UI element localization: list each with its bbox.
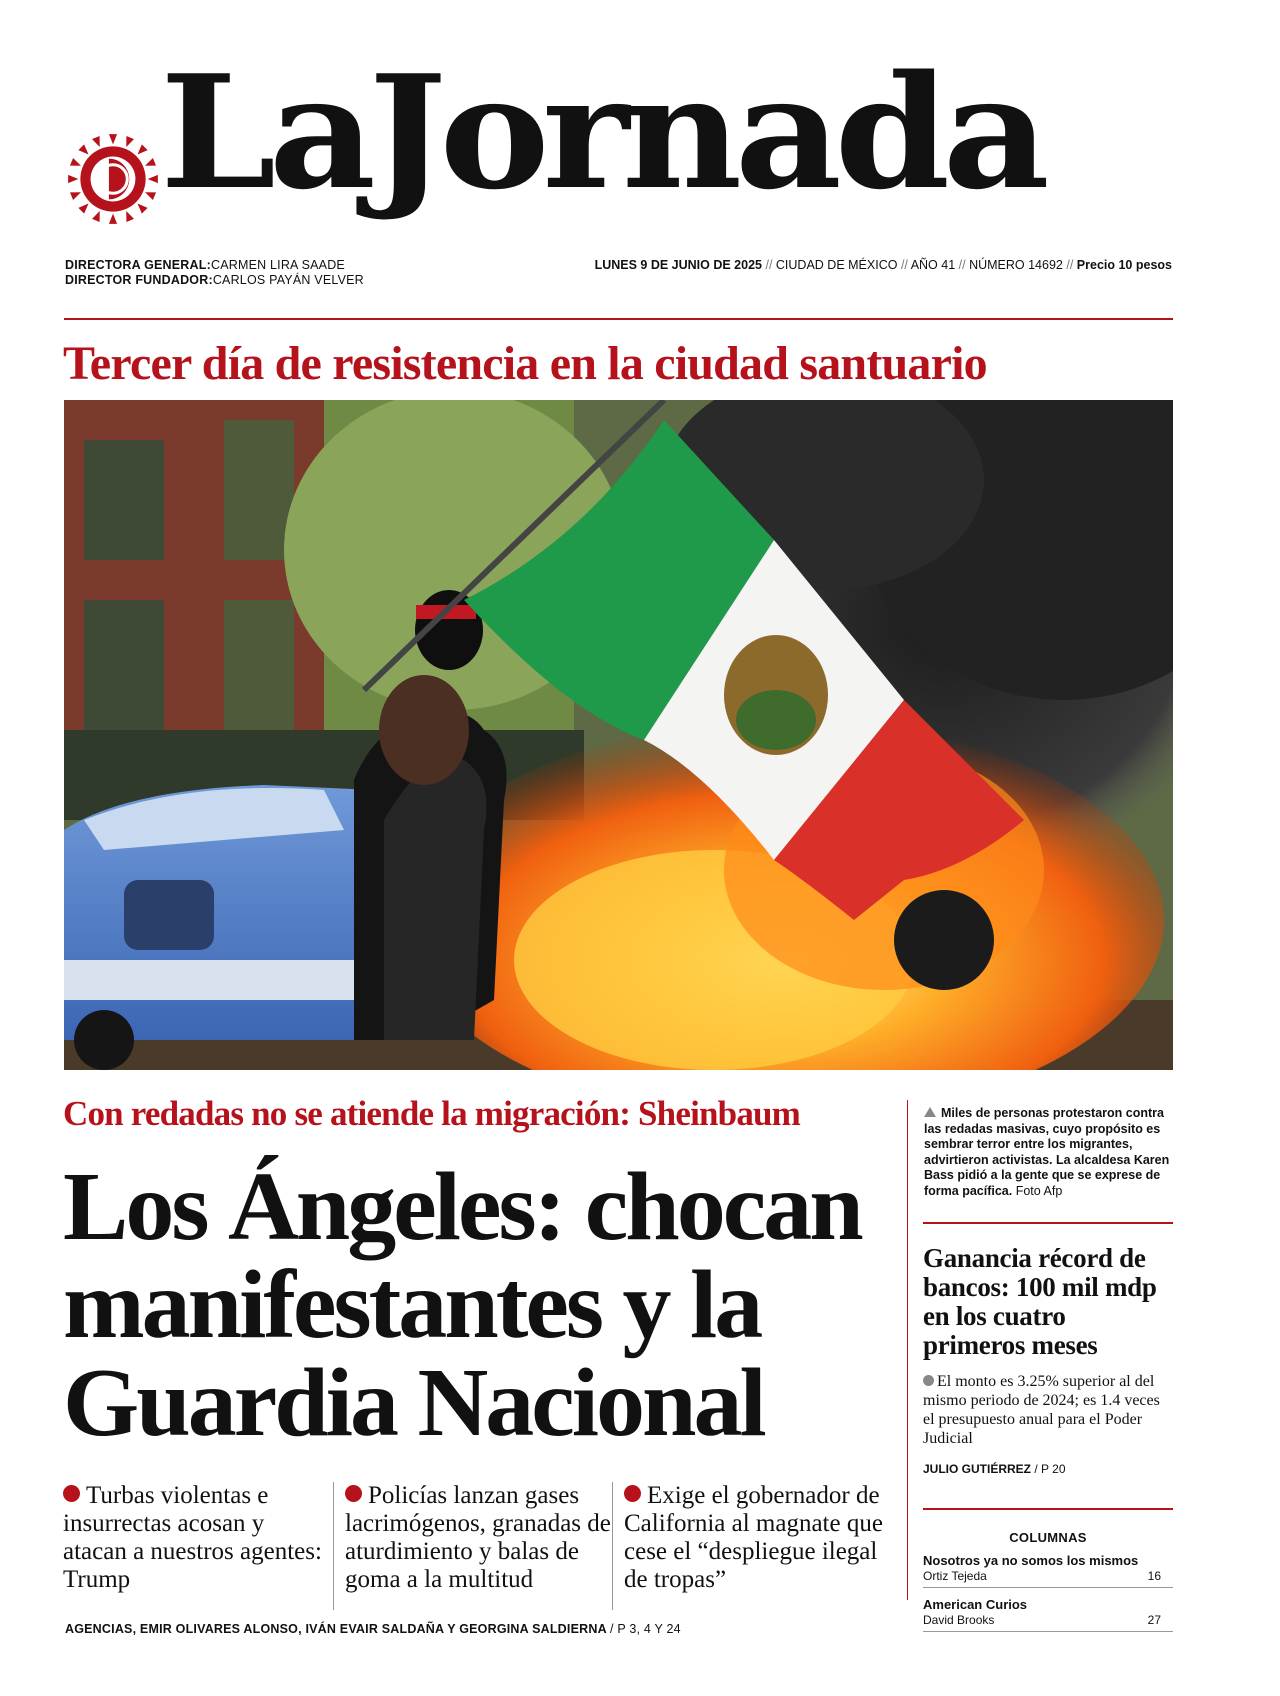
caption-triangle-icon <box>924 1107 936 1117</box>
sidebar-summary: El monto es 3.25% superior al del mismo periodo de 2024; es 1.4 veces el presupuesto anual para el Poder Judicial <box>923 1373 1160 1447</box>
column-author: David Brooks <box>923 1613 995 1627</box>
columns-heading: COLUMNAS <box>1009 1530 1087 1545</box>
photo-caption: Miles de personas protestaron contra las redadas masivas, cuyo propósito es sembrar terror entre los migrantes, advirtieron activistas. La alcaldesa Karen Bass pidió a la gente que se exprese de forma pacífica. Foto Afp <box>924 1106 1170 1198</box>
sidebar-byline: JULIO GUTIÉRREZ / P 20 <box>923 1462 1066 1476</box>
sun-logo-icon <box>62 128 164 230</box>
issue-city: CIUDAD DE MÉXICO <box>775 258 898 272</box>
column-title: Nosotros ya no somos los mismos <box>923 1553 1139 1568</box>
sidebar-divider <box>923 1222 1173 1224</box>
columns-divider <box>923 1508 1173 1510</box>
column-rule <box>923 1631 1173 1632</box>
lead-byline: AGENCIAS, EMIR OLIVARES ALONSO, IVÁN EVAIR SALDAÑA Y GEORGINA SALDIERNA / P 3, 4 Y 24 <box>65 1622 681 1636</box>
summary-dot-icon <box>923 1375 934 1386</box>
column-title: American Curios <box>923 1597 1028 1612</box>
column-page: 16 <box>1147 1569 1161 1583</box>
column-item[interactable] <box>923 1597 1173 1632</box>
main-headline: Los Ángeles: chocan manifestantes y la Guardia Nacional <box>63 1153 861 1457</box>
column-page: 27 <box>1147 1613 1161 1627</box>
issue-year: AÑO 41 <box>910 258 956 272</box>
sidebar-headline: Ganancia récord de bancos: 100 mil mdp en los cuatro primeros meses <box>923 1243 1157 1360</box>
bullet-dot-icon <box>63 1485 80 1502</box>
issue-price: Precio 10 pesos <box>1076 258 1172 272</box>
bullet-dot-icon <box>624 1485 641 1502</box>
staff-credits: DIRECTORA GENERAL:CARMEN LIRA SAADE DIRECTOR FUNDADOR:CARLOS PAYÁN VELVER <box>65 258 364 287</box>
kicker-headline: Con redadas no se atiende la migración: Sheinbaum <box>63 1094 801 1133</box>
masthead-title: LaJornada <box>160 41 1043 224</box>
masthead-divider <box>64 318 1173 320</box>
issue-number: NÚMERO 14692 <box>969 258 1063 272</box>
bullet-1: Turbas violentas e insurrectas acosan y atacan a nuestros agentes: Trump <box>63 1482 322 1593</box>
issue-date: LUNES 9 DE JUNIO DE 2025 <box>594 258 762 272</box>
bullet-divider <box>612 1482 613 1610</box>
lead-photo <box>64 400 1173 1070</box>
bullet-divider <box>333 1482 334 1610</box>
bullet-3: Exige el gobernador de California al magnate que cese el “despliegue ilegal de tropas” <box>624 1482 883 1593</box>
column-divider <box>907 1100 908 1600</box>
column-item[interactable] <box>923 1553 1173 1588</box>
column-rule <box>923 1587 1173 1588</box>
photo-credit: Foto Afp <box>1015 1183 1063 1198</box>
column-author: Ortiz Tejeda <box>923 1569 987 1583</box>
bullet-dot-icon <box>345 1485 362 1502</box>
bullet-2: Policías lanzan gases lacrimógenos, granadas de aturdimiento y balas de goma a la multitud <box>345 1482 611 1593</box>
dateline: LUNES 9 DE JUNIO DE 2025 // CIUDAD DE MÉXICO // AÑO 41 // NÚMERO 14692 // Precio 10 pesos <box>594 258 1172 272</box>
top-headline: Tercer día de resistencia en la ciudad santuario <box>63 337 987 390</box>
